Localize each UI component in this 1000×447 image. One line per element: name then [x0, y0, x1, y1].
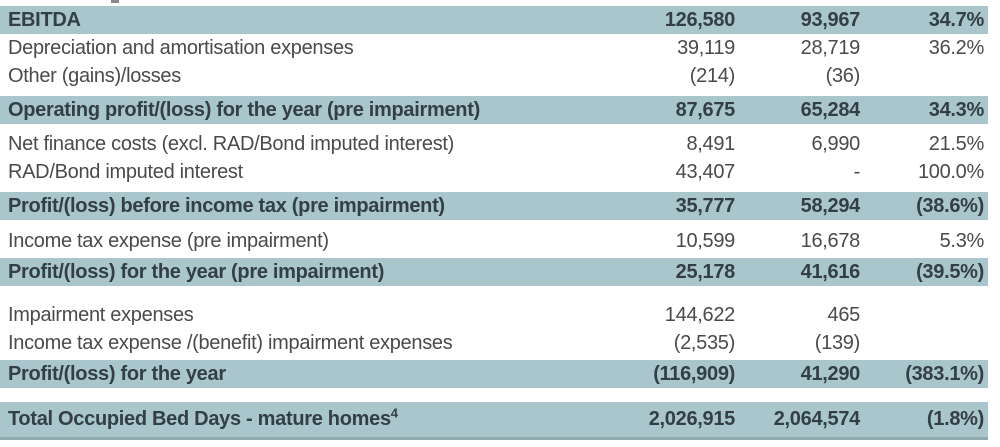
table-row-profit-for-year-pre-impairment	[0, 258, 988, 286]
row-label-text: Total Occupied Bed Days - mature homes	[8, 408, 391, 430]
value-fy-prior: 41,616	[800, 260, 860, 283]
value-fy-current: 39,119	[677, 36, 735, 59]
value-fy-prior: 16,678	[800, 229, 860, 252]
row-label: Operating profit/(loss) for the year (pre impairment)	[8, 98, 480, 121]
table-row-profit-for-year	[0, 360, 988, 388]
value-fy-prior: -	[853, 160, 860, 183]
value-change-pct: 34.3%	[928, 98, 984, 121]
value-fy-current: 2,026,915	[648, 408, 735, 430]
row-label: EBITDA	[8, 8, 81, 31]
value-fy-prior: 65,284	[800, 98, 860, 121]
table-row-impairment-expenses	[0, 301, 988, 329]
value-change-pct: (1.8%)	[926, 408, 984, 430]
row-label: Impairment expenses	[8, 303, 194, 326]
value-fy-current: (116,909)	[653, 362, 735, 385]
footnote-marker: 4	[390, 408, 398, 421]
row-label	[8, 408, 560, 431]
row-label: Income tax expense (pre impairment)	[8, 229, 329, 252]
row-label: Profit/(loss) before income tax (pre impairment)	[8, 194, 445, 217]
value-fy-current: 43,407	[675, 160, 735, 183]
value-fy-prior: 6,990	[811, 132, 860, 155]
row-label: RAD/Bond imputed interest	[8, 160, 243, 183]
table-row-income-tax-impairment	[0, 329, 988, 357]
value-fy-current: 87,675	[675, 98, 735, 121]
value-fy-prior: 465	[827, 303, 860, 326]
value-fy-current: 10,599	[675, 229, 735, 252]
row-label: Profit/(loss) for the year (pre impairment)	[8, 260, 385, 283]
value-change-pct: 34.7%	[928, 8, 984, 31]
value-fy-prior: 93,967	[800, 8, 860, 31]
value-change-pct: 5.3%	[939, 229, 984, 252]
value-fy-current: 8,491	[686, 132, 735, 155]
value-fy-prior: 58,294	[800, 194, 860, 217]
row-label: Net finance costs (excl. RAD/Bond imputed interest)	[8, 132, 455, 155]
value-fy-prior: 41,290	[800, 362, 860, 385]
table-row-depreciation	[0, 34, 988, 62]
row-label: Depreciation and amortisation expenses	[8, 36, 354, 59]
value-fy-prior: 28,719	[800, 36, 860, 59]
table-row-total-occupied-bed-days	[0, 402, 988, 440]
value-change-pct: (383.1%)	[905, 362, 984, 385]
table-row-profit-before-tax	[0, 192, 988, 220]
value-fy-prior: (139)	[814, 331, 860, 354]
value-fy-current: 25,178	[675, 260, 735, 283]
row-label: Other (gains)/losses	[8, 64, 181, 87]
value-change-pct: 21.5%	[928, 132, 984, 155]
value-change-pct: 36.2%	[928, 36, 984, 59]
table-row-other-gains-losses	[0, 62, 988, 90]
value-change-pct: (39.5%)	[916, 260, 984, 283]
table-row-rad-bond-interest	[0, 158, 988, 186]
row-label: Income tax expense /(benefit) impairment expenses	[8, 331, 453, 354]
table-row-net-finance-costs	[0, 130, 988, 158]
value-change-pct: 100.0%	[917, 160, 984, 183]
value-fy-prior: 2,064,574	[773, 408, 860, 430]
value-change-pct: (38.6%)	[916, 194, 984, 217]
table-row-ebitda	[0, 6, 988, 34]
table-row-operating-profit	[0, 96, 988, 124]
row-label: Profit/(loss) for the year	[8, 362, 226, 385]
value-fy-current: (214)	[689, 64, 735, 87]
value-fy-current: 144,622	[664, 303, 735, 326]
value-fy-current: (2,535)	[673, 331, 735, 354]
table-row-income-tax-pre-impairment	[0, 227, 988, 255]
value-fy-current: 126,580	[664, 8, 735, 31]
value-fy-prior: (36)	[825, 64, 860, 87]
cropped-text-artifact	[111, 0, 119, 3]
value-fy-current: 35,777	[675, 194, 735, 217]
